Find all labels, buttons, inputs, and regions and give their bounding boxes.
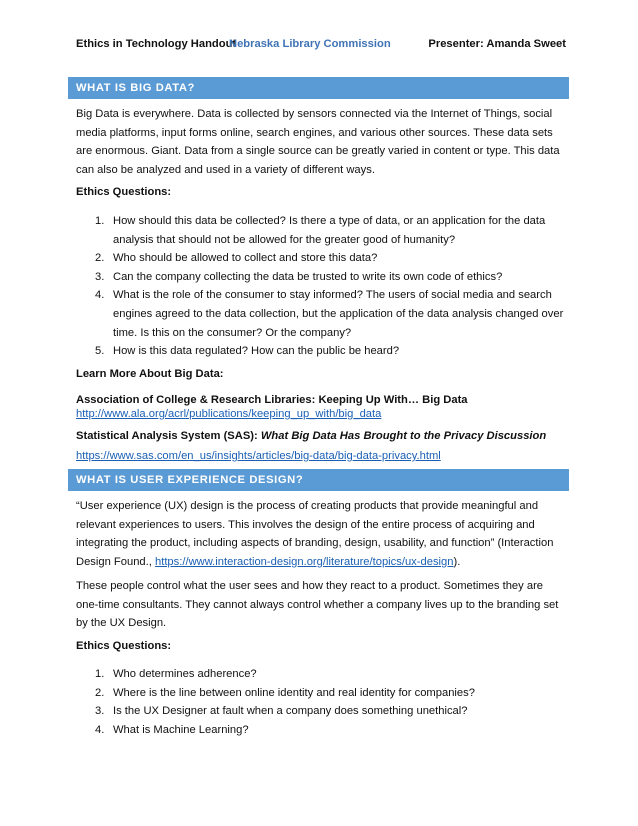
list-item: 1. Who determines adherence?: [95, 668, 257, 680]
ethics-questions-label-ux: Ethics Questions:: [76, 640, 172, 652]
ethics-questions-label: Ethics Questions:: [76, 186, 172, 198]
resource-title-sas: Statistical Analysis System (SAS): What Big Data Has Brought to the Privacy Discussion: [76, 430, 547, 442]
ux-definition-paragraph: “User experience (UX) design is the process of creating products that provide meaningful and relevant experiences to users. This involves the design of the entire process of acquiring and integrating the product, including aspects of branding, design, usability, and function” (Interaction Design Found., https://www.interaction-design.org/literature/topics/ux-design).: [76, 500, 554, 568]
list-item: 1. How should this data be collected? Is there a type of data, or an application for the data analysis that should not be allowed for the greater good of humanity?: [95, 215, 546, 246]
ux-source-link[interactable]: https://www.interaction-design.org/literature/topics/ux-design: [154, 555, 454, 568]
learn-more-label: Learn More About Big Data:: [76, 368, 224, 380]
list-item: 5. How is this data regulated? How can the public be heard?: [95, 345, 400, 358]
list-item: 4. What is the role of the consumer to stay informed? The users of social media and search engines agreed to the data collection, but the application of the data analysis changed over time. Is this on the consumer? Or the company?: [95, 289, 564, 339]
presenter-name: Presenter: Amanda Sweet: [428, 38, 566, 50]
ux-control-paragraph: These people control what the user sees and how they react to a product. Sometimes they are one-time consultants. They cannot always control whether a company lives up to the branding set by the UX Design.: [76, 580, 559, 630]
organization-name: Nebraska Library Commission: [229, 38, 391, 50]
resource-link-acrl[interactable]: http://www.ala.org/acrl/publications/keeping_up_with/big_data: [76, 408, 382, 420]
handout-title: Ethics in Technology Handout: [76, 38, 237, 50]
page-header: [76, 38, 566, 54]
big-data-paragraph: Big Data is everywhere. Data is collected by sensors connected via the Internet of Things, social media platforms, input forms online, search engines, and various other sources. These data sets are enormous. Giant. Data from a single source can be greatly varied in content or type. This data can also be analyzed and used in a variety of different ways.: [76, 108, 560, 176]
list-item: 3. Is the UX Designer at fault when a company does something unethical?: [95, 705, 468, 718]
resource-title-acrl: Association of College & Research Libraries: Keeping Up With… Big Data: [76, 394, 468, 406]
resource-link-sas[interactable]: https://www.sas.com/en_us/insights/articles/big-data/big-data-privacy.html: [76, 450, 441, 462]
ux-questions-list: [76, 665, 568, 739]
list-item: 2. Where is the line between online identity and real identity for companies?: [95, 686, 475, 699]
list-item: 4. What is Machine Learning?: [95, 723, 249, 736]
section-heading-ux-design: WHAT IS USER EXPERIENCE DESIGN?: [68, 469, 569, 491]
list-item: 2. Who should be allowed to collect and store this data?: [95, 252, 378, 265]
big-data-questions-list: [76, 212, 568, 361]
section-heading-big-data: WHAT IS BIG DATA?: [68, 77, 569, 99]
list-item: 3. Can the company collecting the data be trusted to write its own code of ethics?: [95, 270, 503, 283]
